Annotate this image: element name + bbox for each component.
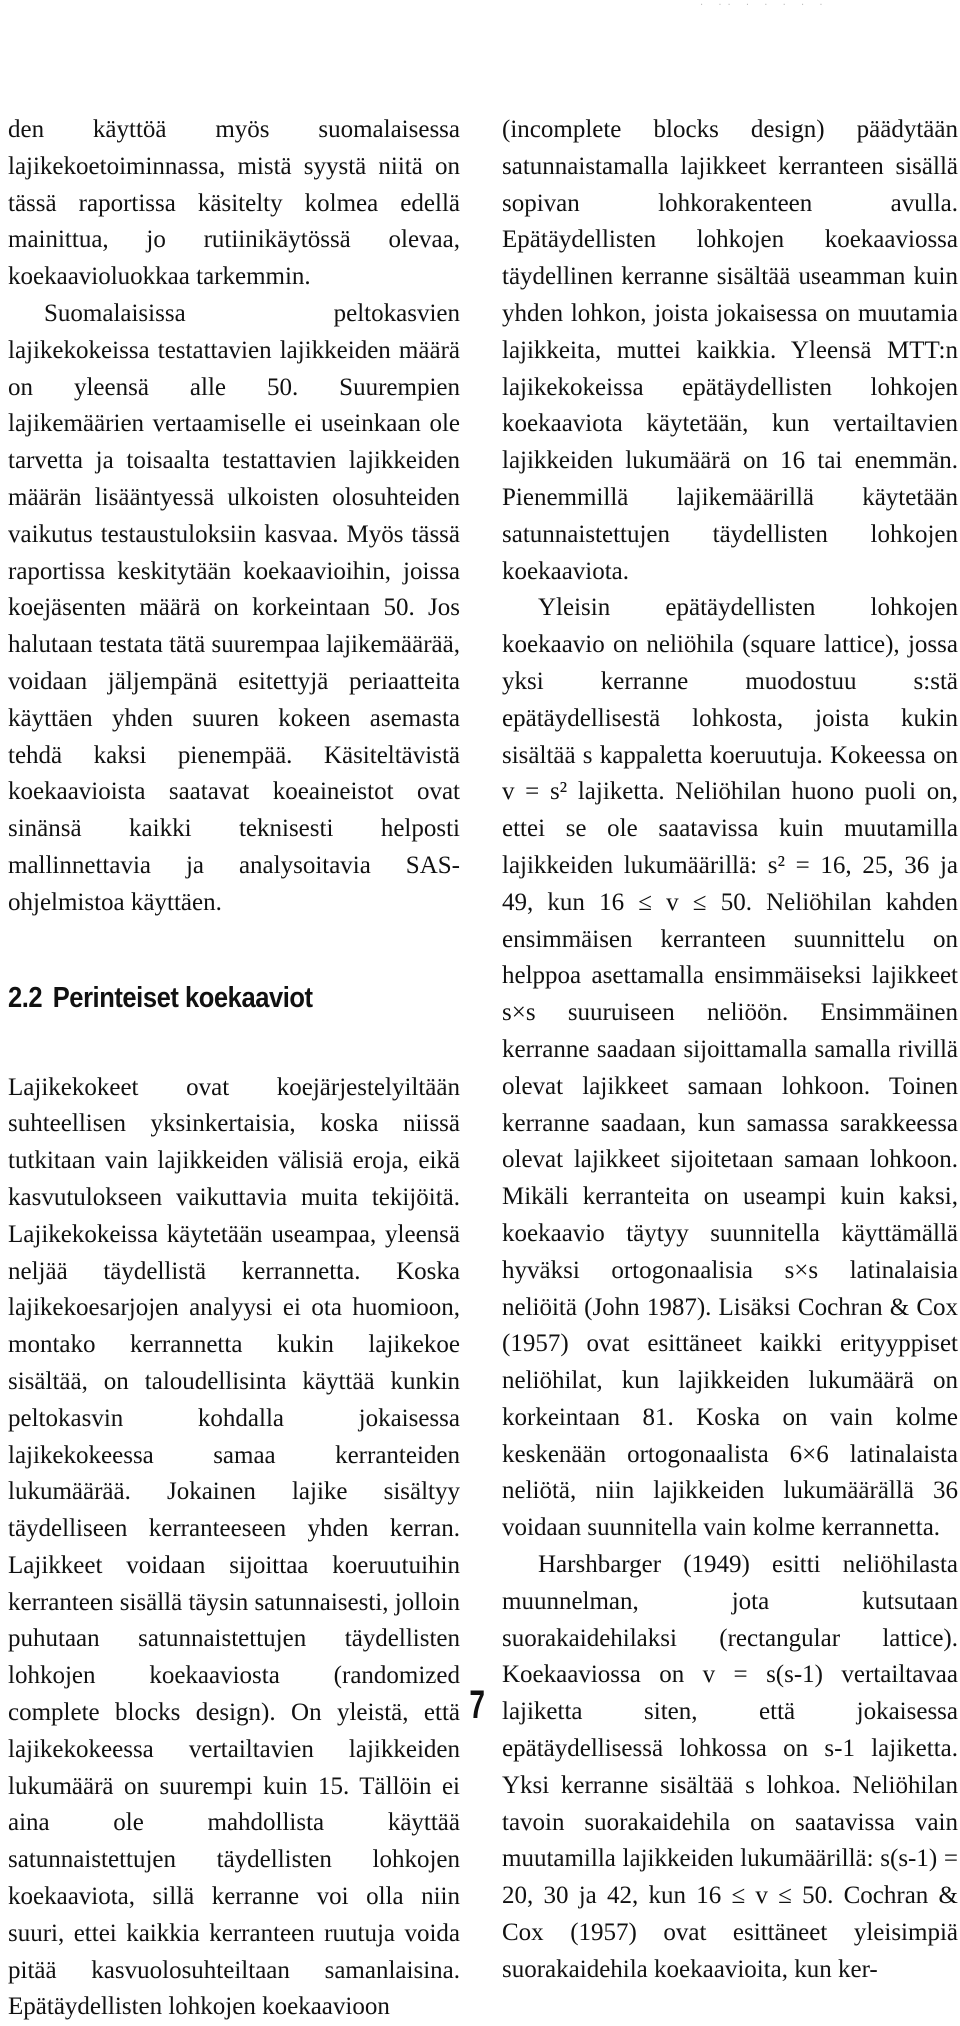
scan-artifact-marks: · ·· · · · · · [700,0,829,11]
right-column [502,112,958,1989]
left-column [8,112,460,2026]
left-paragraph-variety-count: Suomalaisissa peltokasvien lajikekokeissa testattavien lajikkeiden määrä on yleensä alle 50. Suurempien lajikemäärien vertaamiselle ei useinkaan ole tarvetta ja toisaalta testattavien lajikkeiden määrän lisääntyessä ulkoisten olosuhteiden vaikutus testaustuloksiin kasvaa. Myös tässä raportissa keskitytään koekaavioihin, joissa koejäsenten määrä on korkeintaan 50. Jos halutaan testata tätä suurempaa lajikemäärää, voidaan jäljempänä esitettyjä periaatteita käyttäen yhden suuren kokeen asemasta tehdä kaksi pienempää. Käsiteltävistä koekaavioista saatavat koeaineistot ovat sinänsä kaikki teknisesti helposti mallinnettavia ja analysoitavia SAS-ohjelmistoa käyttäen. [8,299,460,916]
right-paragraph-rectangular-lattice: Harshbarger (1949) esitti neliöhilasta muunnelman, jota kutsutaan suorakaidehilaksi (rectangular lattice). Koekaaviossa on v = s(s-1) vertailtavaa lajiketta siten, että jokaisessa epätäydellisessä lohkossa on s-1 lajiketta. Yksi kerranne sisältää s lohkoa. Neliöhilan tavoin suorakaidehila on saatavissa vain muutamilla lajikkeiden lukumäärillä: s(s-1) = 20, 30 ja 42, kun 16 ≤ v ≤ 50. Cochran & Cox (1957) ovat esittäneet yleisimpiä suorakaidehila koekaavioita, kun ker- [502,1551,958,1983]
right-paragraph-square-lattice: Yleisin epätäydellisten lohkojen koekaavio on neliöhila (square lattice), jossa yksi kerranne muodostuu s:stä epätäydellisestä lohkosta, joista kukin sisältää s kappaletta koeruutuja. Kokeessa on v = s² lajiketta. Neliöhilan huono puoli on, ettei se ole saatavissa kuin muutamilla lajikkeiden lukumäärillä: s² = 16, 25, 36 ja 49, kun 16 ≤ v ≤ 50. Neliöhilan kahden ensimmäisen kerranteen suunnittelu on helppoa asettamalla ensimmäiseksi lajikkeet s×s suuruiseen neliöön. Ensimmäinen kerranne saadaan sijoittamalla samalla rivillä olevat lajikkeet samaan lohkoon. Toinen kerranne saadaan, kun samassa sarakkeessa olevat lajikkeet sijoitetaan samaan lohkoon. Mikäli kerranteita on useampi kuin kaksi, koekaavio täytyy suunnitella käyttämällä hyväksi ortogonaalisia s×s latinalaisia neliöitä (John 1987). Lisäksi Cochran & Cox (1957) ovat esittäneet kaikki erityyppiset neliöhilat, kun lajikkeiden lukumäärä on korkeintaan 81. Koska on vain kolme keskenään ortogonaalista 6×6 latinalaista neliötä, niin lajikkeiden lukumäärällä 36 voidaan suunnitella vain kolme kerrannetta. [502,594,958,1542]
left-paragraph-continuation: den käyttöä myös suomalaisessa lajikekoetoiminnassa, mistä syystä niitä on tässä raportissa käsitelty kolmea edellä mainittua, jo rutiinikäytössä olevaa, koekaavioluokkaa tarkemmin. [8,116,460,291]
section-number: 2.2 [8,981,43,1014]
left-paragraph-traditional-designs: Lajikekokeet ovat koejärjestelyiltään suhteellisen yksinkertaisia, koska niissä tutkitaan vain lajikkeiden välisiä eroja, eikä kasvutulokseen vaikuttavia muita tekijöitä. Lajikekokeissa käytetään useampaa, yleensä neljää täydellistä kerrannetta. Koska lajikekoesarjojen analyysi ei ota huomioon, montako kerrannetta kukin lajikekoe sisältää, on taloudellisinta käyttää kunkin peltokasvin kohdalla jokaisessa lajikekokeessa samaa kerranteiden lukumäärää. Jokainen lajike sisältyy täydelliseen kerranteeseen yhden kerran. Lajikkeet voidaan sijoittaa koeruutuihin kerranteen sisällä täysin satunnaisesti, jolloin puhutaan satunnaistettujen täydellisten lohkojen koekaaviosta (randomized complete blocks design). On yleistä, että lajikekokeessa vertailtavien lajikkeiden lukumäärä on suurempi kuin 15. Tällöin ei aina ole mahdollista käyttää satunnaistettujen täydellisten lohkojen koekaaviota, sillä kerranne voi olla niin suuri, ettei kaikkia kerranteen ruutuja voida pitää kasvuolosuhteiltaan samanlaisina. Epätäydellisten lohkojen koekaavioon [8,1073,460,2021]
page-number: 7 [469,1683,485,1727]
right-paragraph-incomplete-blocks: (incomplete blocks design) päädytään satunnaistamalla lajikkeet kerranteen sisällä sopivan lohkorakenteen avulla. Epätäydellisten lohkojen koekaaviossa täydellinen kerranne sisältää useamman kuin yhden lohkon, joista jokaisessa on muutamia lajikkeita, muttei kaikkia. Yleensä MTT:n lajikekokeissa epätäydellisten lohkojen koekaaviota käytetään, kun vertailtavien lajikkeiden lukumäärä on 16 tai enemmän. Pienemmillä lajikemäärillä käytetään satunnaistettujen täydellisten lohkojen koekaaviota. [502,116,958,585]
section-heading [8,980,406,1016]
section-title: Perinteiset koekaaviot [52,981,313,1014]
